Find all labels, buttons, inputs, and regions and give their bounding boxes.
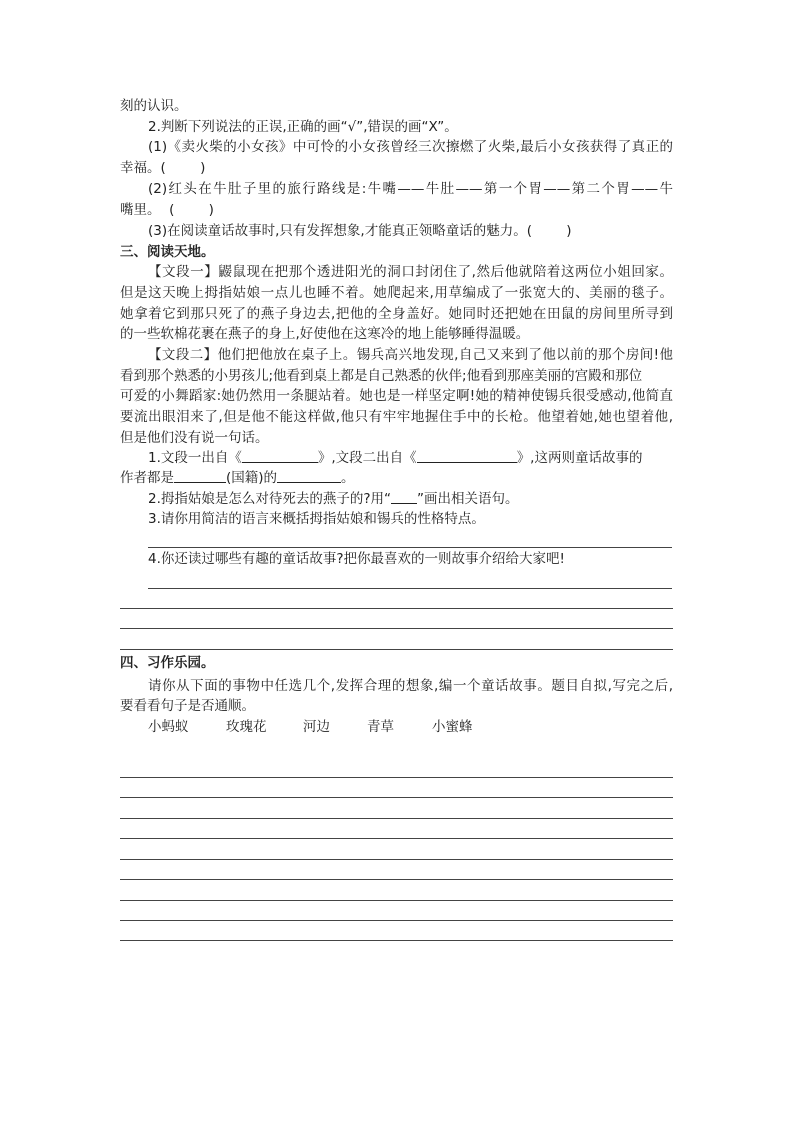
q1-text: 。 (341, 470, 355, 486)
passage-1-line: 【文段一】鼹鼠现在把那个透进阳光的洞口封闭住了,然后他就陪着这两位小姐回家。 (148, 264, 673, 280)
q1-blank-author[interactable] (277, 468, 341, 483)
word-item: 河边 (303, 719, 330, 735)
writing-line[interactable] (120, 818, 673, 819)
passage-2-line: 但是他们没有说一句话。 (120, 430, 269, 446)
question-3-1 (148, 448, 673, 468)
section-4-heading: 四、习作乐园。 (120, 655, 215, 671)
writing-line[interactable] (120, 940, 673, 941)
passage-1-line: 她拿着它到那只死了的燕子身边去,把他的全身盖好。她同时还把她在田鼠的房间里所寻到 (120, 306, 673, 322)
answer-line[interactable] (148, 547, 672, 548)
word-item: 小蜜蜂 (432, 719, 473, 735)
writing-line[interactable] (120, 900, 673, 901)
answer-line[interactable] (120, 628, 673, 629)
word-item: 青草 (367, 719, 394, 735)
writing-prompt: 请你从下面的事物中任选几个,发挥合理的想象,编一个童话故事。题目自拟,写完之后, (148, 678, 673, 694)
q1-blank-title-1[interactable] (242, 448, 318, 463)
passage-2-line: 可爱的小舞蹈家:她仍然用一条腿站着。她也是一样坚定啊!她的精神使锡兵很受感动,他简直 (120, 388, 673, 404)
answer-line[interactable] (120, 649, 673, 650)
writing-line[interactable] (120, 797, 673, 798)
question-2-prompt: 2.判断下列说法的正误,正确的画“√”,错误的画“X”。 (148, 119, 458, 135)
underline-sample (391, 489, 417, 504)
writing-line[interactable] (120, 879, 673, 880)
word-item: 小蚂蚁 (148, 719, 189, 735)
q1-blank-title-2[interactable] (417, 448, 517, 463)
q1-text: 》,文段二出自《 (317, 450, 417, 466)
question-3-1-cont (120, 468, 673, 488)
question-3-2 (148, 489, 673, 509)
q1-blank-nationality[interactable] (174, 468, 226, 483)
q1-text: 》,这两则童话故事的 (516, 450, 643, 466)
passage-2-line: 【文段二】他们把他放在桌子上。锡兵高兴地发现,自己又来到了他以前的那个房间!他 (148, 347, 673, 363)
answer-line[interactable] (148, 588, 672, 589)
answer-line[interactable] (120, 608, 673, 609)
judge-item-2-answer[interactable]: 嘴里。 ( ) (120, 202, 214, 218)
passage-2-line: 看到那个熟悉的小男孩儿;他看到桌上都是自己熟悉的伙伴;他看到那座美丽的宫殿和那位 (120, 368, 643, 384)
q1-text: 作者都是 (120, 470, 174, 486)
word-list (148, 717, 673, 737)
question-3-3: 3.请你用简洁的语言来概括拇指姑娘和锡兵的性格特点。 (148, 511, 485, 527)
q2-text: 2.拇指姑娘是怎么对待死去的燕子的?用“ (148, 491, 392, 507)
writing-line[interactable] (120, 838, 673, 839)
writing-prompt: 要看看句子是否通顺。 (120, 698, 255, 714)
passage-1-line: 的一些软棉花裹在燕子的身上,好使他在这寒冷的地上能够睡得温暖。 (120, 326, 530, 342)
writing-line[interactable] (120, 859, 673, 860)
writing-line[interactable] (120, 920, 673, 921)
q2-text: ”画出相关语句。 (417, 491, 519, 507)
passage-1-line: 但是这天晚上拇指姑娘一点儿也睡不着。她爬起来,用草编成了一张宽大的、美丽的毯子。 (120, 285, 673, 301)
judge-item-1: (1)《卖火柴的小女孩》中可怜的小女孩曾经三次擦燃了火柴,最后小女孩获得了真正的 (148, 139, 673, 155)
judge-item-1-answer[interactable]: 幸福。( ) (120, 160, 206, 176)
q1-text: (国籍)的 (226, 470, 278, 486)
question-3-4: 4.你还读过哪些有趣的童话故事?把你最喜欢的一则故事介绍给大家吧! (148, 551, 565, 567)
judge-item-3[interactable]: (3)在阅读童话故事时,只有发挥想象,才能真正领略童话的魅力。( ) (148, 223, 572, 239)
section-3-heading: 三、阅读天地。 (120, 244, 215, 260)
word-item: 玫瑰花 (226, 719, 267, 735)
writing-line[interactable] (120, 777, 673, 778)
carryover-text: 刻的认识。 (120, 98, 188, 114)
q1-text: 1.文段一出自《 (148, 450, 242, 466)
judge-item-2: (2)红头在牛肚子里的旅行路线是:牛嘴——牛肚——第一个胃——第二个胃——牛 (148, 181, 673, 197)
passage-2-line: 要流出眼泪来了,但是他不能这样做,他只有牢牢地握住手中的长枪。他望着她,她也望着他, (120, 409, 673, 425)
